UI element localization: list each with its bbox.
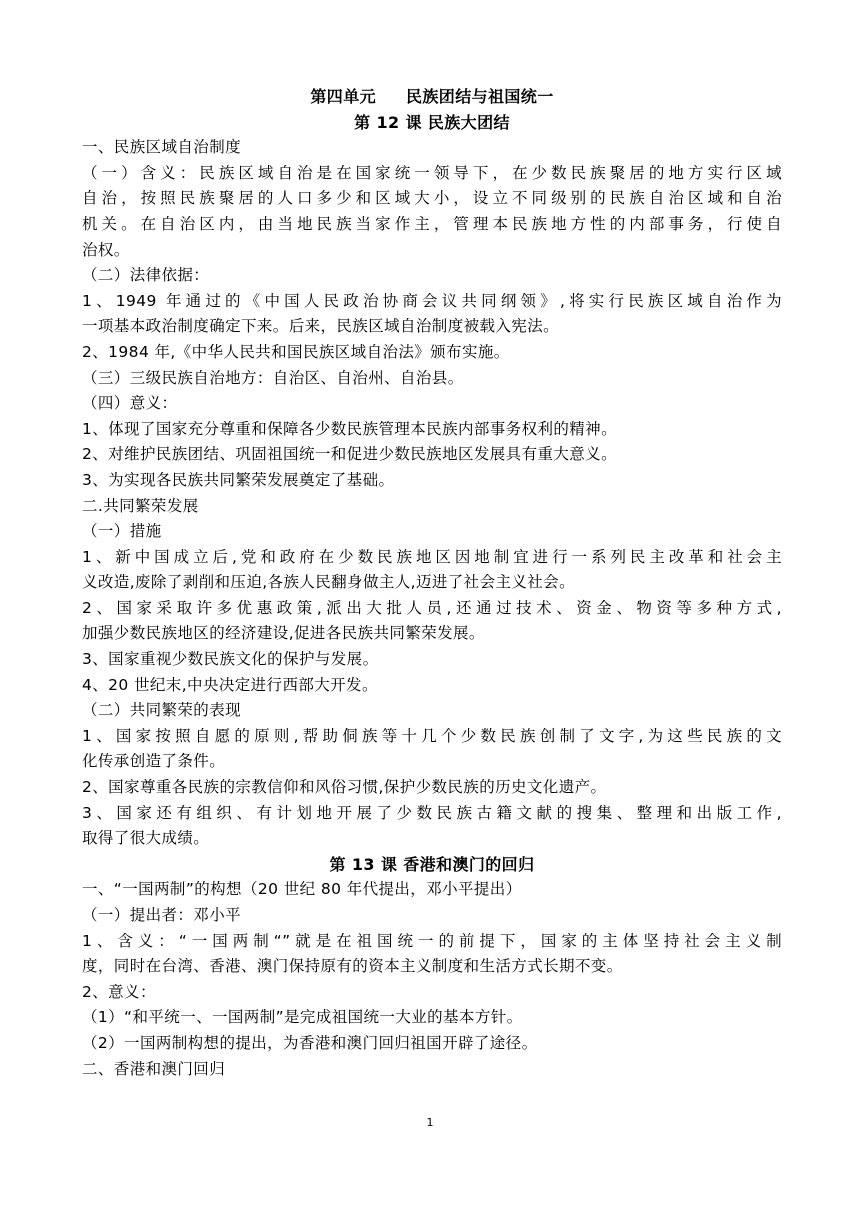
text-line: （一）提出者：邓小平 bbox=[82, 906, 242, 924]
text-line: （二）共同繁荣的表现 bbox=[82, 701, 242, 720]
text-line: （一）措施 bbox=[82, 522, 162, 541]
text-line: 一项基本政治制度确定下来。后来，民族区域自治制度被载入宪法。 bbox=[82, 317, 560, 336]
lesson-13-title: 第 13 课 香港和澳门的回归 bbox=[329, 854, 535, 874]
text-line: 一、民族区域自治制度 bbox=[82, 138, 242, 157]
text-line: （四）意义： bbox=[82, 394, 178, 413]
text-line: 1、1949 年通过的《中国人民政治协商会议共同纲领》,将实行民族区域自治作为 bbox=[82, 291, 782, 310]
lesson-12-body bbox=[82, 135, 782, 852]
text-line: 加强少数民族地区的经济建设,促进各民族共同繁荣发展。 bbox=[82, 624, 485, 643]
text-line: 2、1984 年,《中华人民共和国民族区域自治法》颁布实施。 bbox=[82, 342, 510, 361]
text-line: 二、香港和澳门回归 bbox=[82, 1059, 226, 1078]
text-line: （1）“和平统一、一国两制”是完成祖国统一大业的基本方针。 bbox=[82, 1008, 523, 1027]
unit-label: 第四单元 bbox=[310, 87, 376, 106]
text-line: （2）一国两制构想的提出，为香港和澳门回归祖国开辟了途径。 bbox=[82, 1033, 538, 1052]
text-line: 二.共同繁荣发展 bbox=[82, 496, 199, 515]
text-line: 3、国家还有组织、有计划地开展了少数民族古籍文献的搜集、整理和出版工作, bbox=[82, 803, 782, 822]
text-line: 1、含义：“一国两制“”就是在祖国统一的前提下，国家的主体坚持社会主义制 bbox=[82, 931, 782, 950]
text-line: 治权。 bbox=[82, 240, 130, 259]
text-line: 机关。在自治区内，由当地民族当家作主，管理本民族地方性的内部事务，行使自 bbox=[82, 214, 782, 233]
text-line: 2、国家尊重各民族的宗教信仰和风俗习惯,保护少数民族的历史文化遗产。 bbox=[82, 778, 607, 797]
text-line: 2、对维护民族团结、巩固祖国统一和促进少数民族地区发展具有重大意义。 bbox=[82, 445, 617, 464]
text-line: 一、“一国两制”的构想（20 世纪 80 年代提出，邓小平提出） bbox=[82, 880, 522, 899]
unit-title bbox=[82, 84, 782, 110]
text-line: 1、国家按照自愿的原则,帮助侗族等十几个少数民族创制了文字,为这些民族的文 bbox=[82, 726, 782, 745]
page-number: 1 bbox=[426, 1116, 434, 1129]
text-line: 度，同时在台湾、香港、澳门保持原有的资本主义制度和生活方式长期不变。 bbox=[82, 957, 623, 976]
text-line: （三）三级民族自治地方：自治区、自治州、自治县。 bbox=[82, 368, 464, 387]
text-line: （一）含义：民族区域自治是在国家统一领导下，在少数民族聚居的地方实行区域 bbox=[82, 163, 782, 182]
text-line: 2、意义： bbox=[82, 982, 156, 1001]
lesson-12-title: 第 12 课 民族大团结 bbox=[354, 112, 510, 132]
text-line: 3、国家重视少数民族文化的保护与发展。 bbox=[82, 650, 379, 669]
text-line: 义改造,废除了剥削和压迫,各族人民翻身做主人,迈进了社会主义社会。 bbox=[82, 573, 575, 592]
text-line: 3、为实现各民族共同繁荣发展奠定了基础。 bbox=[82, 470, 395, 489]
text-line: 4、20 世纪末,中央决定进行西部大开发。 bbox=[82, 675, 378, 694]
text-line: 1、新中国成立后,党和政府在少数民族地区因地制宜进行一系列民主改革和社会主 bbox=[82, 547, 782, 566]
lesson-13-body bbox=[82, 877, 782, 1082]
text-line: 化传承创造了条件。 bbox=[82, 752, 226, 771]
unit-name: 民族团结与祖国统一 bbox=[406, 87, 554, 106]
document-body bbox=[82, 84, 782, 1082]
text-line: 自治，按照民族聚居的人口多少和区域大小，设立不同级别的民族自治区域和自治 bbox=[82, 189, 782, 208]
text-line: 取得了很大成绩。 bbox=[82, 829, 210, 848]
text-line: 2、国家采取许多优惠政策,派出大批人员,还通过技术、资金、物资等多种方式, bbox=[82, 598, 782, 617]
text-line: （二）法律依据： bbox=[82, 266, 210, 285]
text-line: 1、体现了国家充分尊重和保障各少数民族管理本民族内部事务权利的精神。 bbox=[82, 419, 617, 438]
